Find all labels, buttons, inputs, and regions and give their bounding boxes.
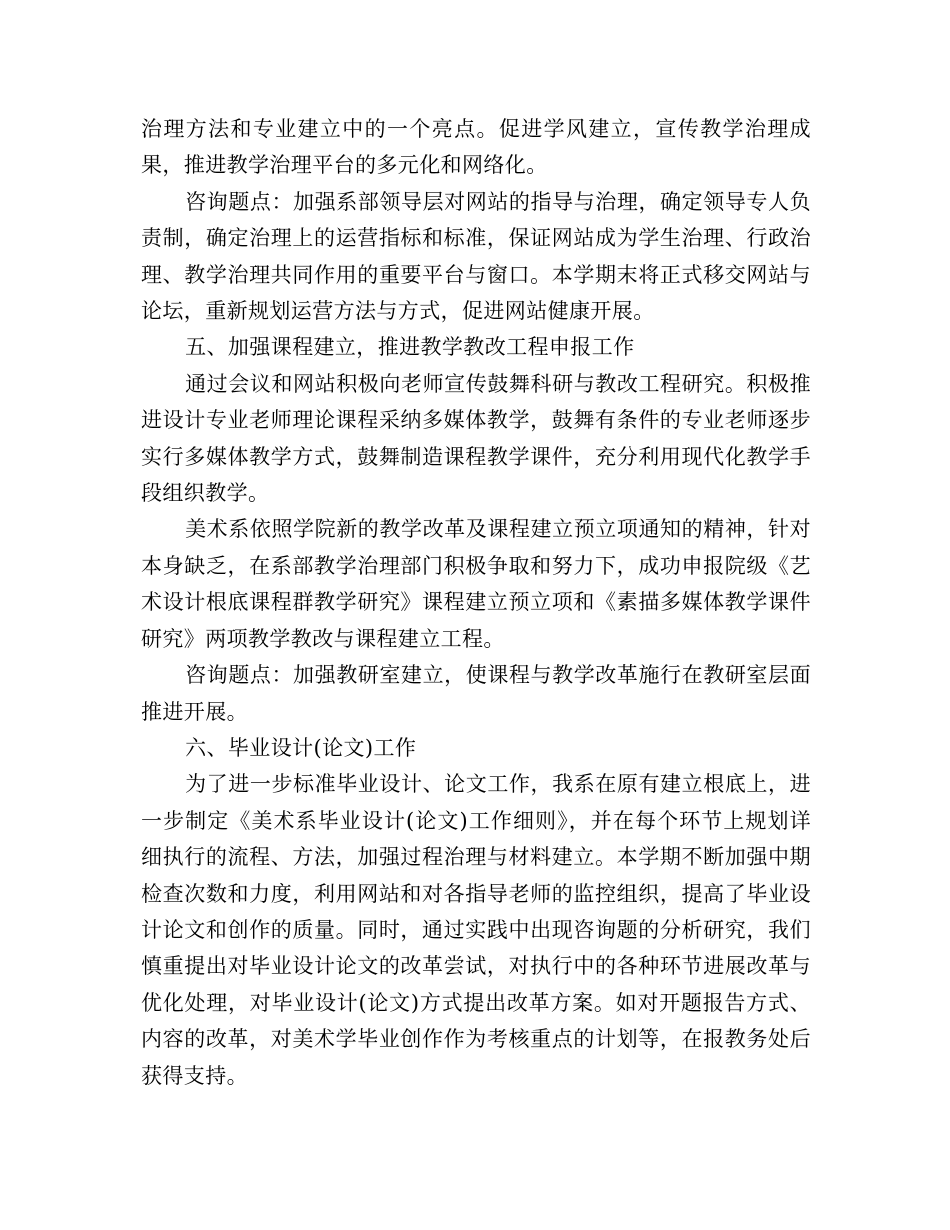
paragraph-graduation-design: 为了进一步标准毕业设计、论文工作，我系在原有建立根底上，进一步制定《美术系毕业设计(论文)工作细则》，并在每个环节上规划详细执行的流程、方法，加强过程治理与材料建立。本学期不断加强中期检查次数和力度，利用网站和对各指导老师的监控组织，提高了毕业设计论文和创作的质量。同时，通过实践中出现咨询题的分析研究，我们慎重提出对毕业设计论文的改革尝试，对执行中的各种环节进展改革与优化处理，对毕业设计(论文)方式提出改革方案。如对开题报告方式、内容的改革，对美术学毕业创作作为考核重点的计划等，在报教务处后获得支持。 — [141, 772, 811, 1088]
paragraph-website-issues: 咨询题点：加强系部领导层对网站的指导与治理，确定领导专人负责制，确定治理上的运营指标和标准，保证网站成为学生治理、行政治理、教学治理共同作用的重要平台与窗口。本学期末将正式移交网站与论坛，重新规划运营方法与方式，促进网站健康开展。 — [141, 189, 811, 324]
document-body — [141, 111, 811, 1094]
paragraph-course-projects: 美术系依照学院新的教学改革及课程建立预立项通知的精神，针对本身缺乏，在系部教学治理部门积极争取和努力下，成功申报院级《艺术设计根底课程群教学研究》课程建立预立项和《素描多媒体教学课件研究》两项教学教改与课程建立工程。 — [141, 517, 811, 651]
section-heading-6: 六、毕业设计(论文)工作 — [185, 735, 417, 760]
paragraph-continuation: 治理方法和专业建立中的一个亮点。促进学风建立，宣传教学治理成果，推进教学治理平台的多元化和网络化。 — [141, 117, 811, 178]
section-heading-5: 五、加强课程建立，推进教学教改工程申报工作 — [185, 335, 635, 360]
paragraph-multimedia-teaching: 通过会议和网站积极向老师宣传鼓舞科研与教改工程研究。积极推进设计专业老师理论课程采纳多媒体教学，鼓舞有条件的专业老师逐步实行多媒体教学方式，鼓舞制造课程教学课件，充分利用现代化教学手段组织教学。 — [141, 371, 811, 506]
paragraph-research-office-issues: 咨询题点：加强教研室建立，使课程与教学改革施行在教研室层面推进开展。 — [141, 663, 811, 724]
